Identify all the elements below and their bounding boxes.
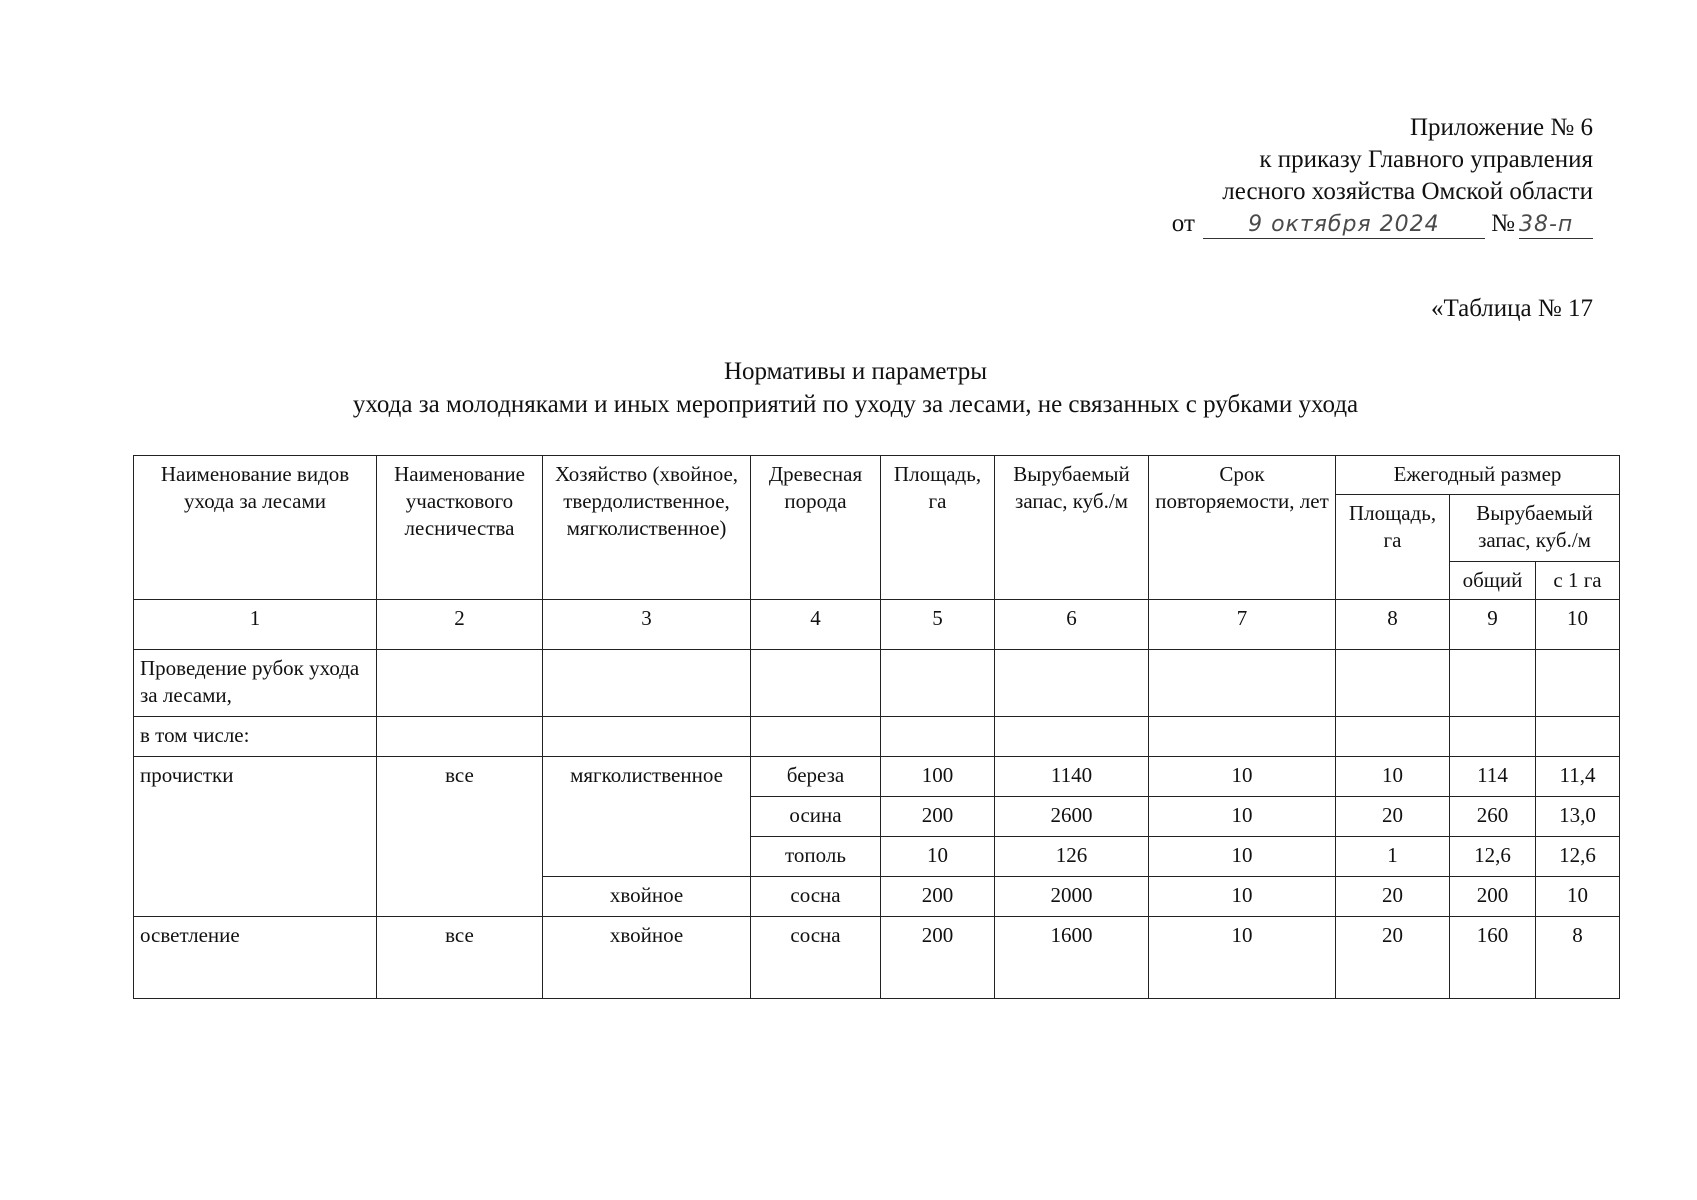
header-annual-per-ha: с 1 га	[1536, 562, 1620, 600]
empty-cell	[1450, 717, 1536, 757]
empty-cell	[1336, 650, 1450, 717]
cell-per-ha: 10	[1536, 877, 1620, 917]
header-annual-area: Площадь, га	[1336, 495, 1450, 600]
cell-stock: 2000	[995, 877, 1149, 917]
cell-household: хвойное	[543, 917, 751, 999]
cell-annual-area: 20	[1336, 797, 1450, 837]
cell-stock: 126	[995, 837, 1149, 877]
cell-annual-total: 114	[1450, 757, 1536, 797]
header-forestry: Наименование участкового лесничества	[377, 456, 543, 600]
cell-annual-area: 20	[1336, 877, 1450, 917]
cell-annual-total: 260	[1450, 797, 1536, 837]
column-number: 1	[134, 600, 377, 650]
date-field	[1203, 211, 1485, 239]
appendix-block	[1172, 112, 1593, 240]
column-number: 10	[1536, 600, 1620, 650]
header-annual-total: общий	[1450, 562, 1536, 600]
header-species: Древесная порода	[751, 456, 881, 600]
header-annual-stock: Вырубаемый запас, куб./м	[1450, 495, 1620, 562]
header-household: Хозяйство (хвойное, твердолиственное, мягколиственное)	[543, 456, 751, 600]
cell-period: 10	[1149, 797, 1336, 837]
table-number: «Таблица № 17	[1430, 295, 1593, 322]
cell-area: 200	[881, 877, 995, 917]
document-title	[0, 355, 1697, 421]
cell-area: 200	[881, 917, 995, 999]
cell-species: сосна	[751, 917, 881, 999]
row-intro-label: Проведение рубок ухода за лесами,	[134, 650, 377, 717]
row-including-label: в том числе:	[134, 717, 377, 757]
column-number: 5	[881, 600, 995, 650]
cell-stock: 2600	[995, 797, 1149, 837]
empty-cell	[1336, 717, 1450, 757]
column-number: 8	[1336, 600, 1450, 650]
table-row-lighting	[134, 917, 1620, 999]
empty-cell	[543, 650, 751, 717]
table-row-including	[134, 717, 1620, 757]
empty-cell	[377, 717, 543, 757]
cell-type-cleaning: прочистки	[134, 757, 377, 917]
empty-cell	[881, 650, 995, 717]
handwritten-date: 9 октября 2024	[1248, 212, 1440, 237]
cell-area: 100	[881, 757, 995, 797]
column-number-row	[134, 600, 1620, 650]
appendix-authority-line: лесного хозяйства Омской области	[1222, 178, 1593, 205]
empty-cell	[751, 717, 881, 757]
title-line-2: ухода за молодняками и иных мероприятий по уходу за лесами, не связанных с рубками ухода	[352, 391, 1359, 418]
empty-cell	[1450, 650, 1536, 717]
cell-annual-area: 1	[1336, 837, 1450, 877]
column-number: 7	[1149, 600, 1336, 650]
cell-annual-area: 20	[1336, 917, 1450, 999]
cell-period: 10	[1149, 757, 1336, 797]
cell-area: 200	[881, 797, 995, 837]
empty-cell	[995, 650, 1149, 717]
header-row-1	[134, 456, 1620, 495]
cell-household: хвойное	[543, 877, 751, 917]
empty-cell	[1149, 717, 1336, 757]
cell-period: 10	[1149, 917, 1336, 999]
cell-household: мягколиственное	[543, 757, 751, 877]
cell-per-ha: 13,0	[1536, 797, 1620, 837]
cell-species: осина	[751, 797, 881, 837]
cell-forestry: все	[377, 917, 543, 999]
cell-area: 10	[881, 837, 995, 877]
header-stock: Вырубаемый запас, куб./м	[995, 456, 1149, 600]
cell-type-lighting: осветление	[134, 917, 377, 999]
column-number: 4	[751, 600, 881, 650]
number-field	[1519, 211, 1593, 239]
cell-stock: 1600	[995, 917, 1149, 999]
empty-cell	[377, 650, 543, 717]
header-area: Площадь, га	[881, 456, 995, 600]
header-period: Срок повторяемости, лет	[1149, 456, 1336, 600]
title-line-1: Нормативы и параметры	[723, 358, 988, 385]
appendix-order-line: к приказу Главного управления	[1259, 146, 1593, 173]
header-annual: Ежегодный размер	[1336, 456, 1620, 495]
handwritten-number: 38-п	[1519, 212, 1574, 237]
table-row-intro	[134, 650, 1620, 717]
cell-period: 10	[1149, 837, 1336, 877]
empty-cell	[751, 650, 881, 717]
empty-cell	[543, 717, 751, 757]
cell-annual-area: 10	[1336, 757, 1450, 797]
column-number: 3	[543, 600, 751, 650]
column-number: 6	[995, 600, 1149, 650]
number-prefix: №	[1491, 210, 1515, 237]
appendix-title: Приложение № 6	[1409, 114, 1593, 141]
date-prefix: от	[1171, 210, 1195, 237]
cell-forestry: все	[377, 757, 543, 917]
column-number: 9	[1450, 600, 1536, 650]
cell-species: сосна	[751, 877, 881, 917]
norms-table	[133, 455, 1620, 999]
empty-cell	[1149, 650, 1336, 717]
cell-annual-total: 12,6	[1450, 837, 1536, 877]
empty-cell	[881, 717, 995, 757]
order-date-line	[1172, 208, 1593, 240]
cell-period: 10	[1149, 877, 1336, 917]
empty-cell	[995, 717, 1149, 757]
cell-annual-total: 200	[1450, 877, 1536, 917]
empty-cell	[1536, 717, 1620, 757]
cell-per-ha: 8	[1536, 917, 1620, 999]
table-row-birch	[134, 757, 1620, 797]
cell-stock: 1140	[995, 757, 1149, 797]
cell-annual-total: 160	[1450, 917, 1536, 999]
cell-species: тополь	[751, 837, 881, 877]
cell-species: береза	[751, 757, 881, 797]
cell-per-ha: 11,4	[1536, 757, 1620, 797]
cell-per-ha: 12,6	[1536, 837, 1620, 877]
header-type: Наименование видов ухода за лесами	[134, 456, 377, 600]
empty-cell	[1536, 650, 1620, 717]
column-number: 2	[377, 600, 543, 650]
